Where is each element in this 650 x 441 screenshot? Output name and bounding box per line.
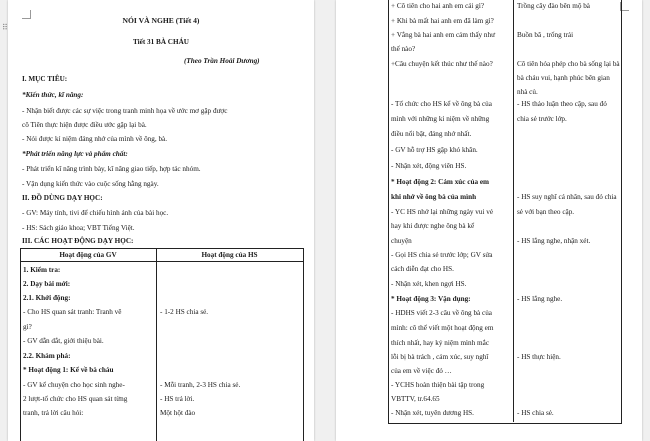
- table-header-divider: [20, 261, 303, 262]
- gv-line: + Khi bà mất hai anh em đã làm gì?: [391, 17, 494, 25]
- gv-line: thích nhất, hay kỷ niệm mình mắc: [391, 339, 490, 347]
- gv-line: mình với những kỉ niệm về những: [391, 115, 490, 123]
- hs-line: - HS thực hiện.: [517, 353, 561, 361]
- hs-line: - HS suy nghĩ cá nhân, sau đó chia: [517, 193, 617, 201]
- gv-line: - GV dẫn dắt, giới thiệu bài.: [23, 337, 104, 345]
- document-page-right: [336, 0, 642, 441]
- hs-line: Một hột đào: [160, 409, 196, 417]
- gv-line: 2. Dạy bài mới:: [23, 280, 71, 288]
- hs-line: bà cháu vui, hạnh phúc bên gian: [517, 74, 610, 82]
- gv-line: - Nhận xét, tuyên dương HS.: [391, 409, 474, 417]
- gv-line: VBTTV, tr.64.65: [391, 395, 440, 403]
- gv-line: - Gọi HS chia sẻ trước lớp; GV sửa: [391, 251, 493, 259]
- gv-line: hay khi được nghe ông bà kể: [391, 222, 475, 230]
- gv-line: chuyện: [391, 237, 412, 245]
- gv-line: điều nổi bật, đáng nhớ nhất.: [391, 130, 472, 138]
- table-column-divider: [156, 248, 157, 441]
- hs-line: - HS trả lời.: [160, 395, 195, 403]
- gv-line: - Nhận xét, động viên HS.: [391, 162, 467, 170]
- gv-line: lỗi bị bà trách , cảm xúc, suy nghĩ: [391, 353, 489, 361]
- gv-line: * Hoạt động 2: Cảm xúc của em: [391, 178, 490, 186]
- gv-line: * Hoạt động 3: Vận dụng:: [391, 295, 471, 303]
- gv-line: - Nhận xét, khen ngợi HS.: [391, 280, 467, 288]
- knowledge-line: - Nhận biết được các sự việc trong tranh minh họa về ước mơ gặp được: [22, 107, 228, 115]
- story-source: (Theo Trần Hoài Dương): [184, 57, 260, 65]
- gv-line: 2 lượt-tổ chức cho HS quan sát từng: [23, 395, 128, 403]
- hs-line: - HS thảo luận theo cặp, sau đó: [517, 100, 607, 108]
- materials-line: - HS: Sách giáo khoa; VBT Tiếng Việt.: [22, 224, 135, 232]
- gv-line: của em về việc đó …: [391, 367, 452, 375]
- gv-line: thế nào?: [391, 45, 416, 53]
- competence-heading: *Phát triển năng lực và phẩm chất:: [22, 150, 128, 158]
- hs-line: chia sẻ trước lớp.: [517, 115, 567, 123]
- gv-line: 2.1. Khởi động:: [23, 294, 71, 302]
- table-header-hs: Hoạt động của HS: [201, 251, 258, 259]
- knowledge-heading: *Kiến thức, kĩ năng:: [22, 91, 84, 99]
- hs-line: Cô tiên hóa phép cho bà sống lại bà: [517, 60, 620, 68]
- gv-line: 1. Kiểm tra:: [23, 266, 61, 274]
- gv-line: +Câu chuyện kết thúc như thế nào?: [391, 60, 493, 68]
- gv-line: + Cô tiên cho hai anh em cái gì?: [391, 2, 485, 10]
- gv-line: cách diễn đạt cho HS.: [391, 265, 454, 273]
- gv-line: - Tổ chức cho HS kể về ông bà của: [391, 100, 492, 108]
- gv-line: * Hoạt động 1: Kể về bà cháu: [23, 366, 114, 374]
- hs-line: - HS chia sẻ.: [517, 409, 554, 417]
- section-materials: II. ĐỒ DÙNG DẠY HỌC:: [22, 194, 103, 202]
- competence-line: - Vận dụng kiến thức vào cuộc sống hằng ngày.: [22, 180, 159, 188]
- hs-line: Buồn bã , trống trải: [517, 31, 574, 39]
- gv-line: gì?: [23, 323, 32, 331]
- hs-line: - 1-2 HS chia sẻ.: [160, 308, 209, 316]
- lesson-title: Tiết 31 BÀ CHÁU: [133, 38, 189, 46]
- hs-line: Trồng cây đào bên mộ bà: [517, 2, 590, 10]
- gv-line: - HDHS viết 2-3 câu về ông bà của: [391, 309, 492, 317]
- hs-line: nhà củ.: [517, 88, 538, 96]
- knowledge-line: - Nói được kỉ niệm đáng nhớ của mình về ông, bà.: [22, 135, 168, 143]
- hs-line: - HS lắng nghe, nhận xét.: [517, 237, 591, 245]
- knowledge-line: cô Tiên thực hiện được điều ước gặp lại bà.: [22, 121, 147, 129]
- gv-line: mình: cô thể viết một hoạt động em: [391, 324, 494, 332]
- gv-line: + Vắng bà hai anh em cảm thấy như: [391, 31, 496, 39]
- materials-line: - GV: Máy tính, tivi để chiếu hình ảnh của bài học.: [22, 209, 169, 217]
- gv-line: - YCHS hoàn thiện bài tập trong: [391, 381, 485, 389]
- section-activities: III. CÁC HOẠT ĐỘNG DẠY HỌC:: [22, 237, 134, 245]
- hs-line: sẻ với bạn theo cặp.: [517, 208, 575, 216]
- gv-line: - Cho HS quan sát tranh: Tranh vẽ: [23, 308, 122, 316]
- gv-line: - GV kể chuyện cho học sinh nghe-: [23, 381, 125, 389]
- section-objectives: I. MỤC TIÊU:: [22, 75, 68, 83]
- gv-line: tranh, trả lời câu hỏi:: [23, 409, 84, 417]
- hs-line: - Mỗi tranh, 2-3 HS chia sẻ.: [160, 381, 241, 389]
- table-column-divider: [513, 0, 514, 422]
- hs-line: - HS lắng nghe.: [517, 295, 563, 303]
- gv-line: - YC HS nhớ lại những ngày vui vẻ: [391, 208, 494, 216]
- table-header-gv: Hoạt động của GV: [59, 251, 117, 259]
- competence-line: - Phát triển kĩ năng trình bày, kĩ năng giao tiếp, hợp tác nhóm.: [22, 165, 201, 173]
- gv-line: - GV hỗ trợ HS gặp khó khăn.: [391, 146, 478, 154]
- lesson-heading: NÓI VÀ NGHE (Tiết 4): [122, 16, 200, 25]
- gv-line: khi nhớ về ông bà của mình: [391, 193, 477, 201]
- drag-handle-icon[interactable]: ⠿: [2, 23, 9, 32]
- document-page-left: [8, 0, 314, 441]
- gv-line: 2.2. Khám phá:: [23, 352, 71, 360]
